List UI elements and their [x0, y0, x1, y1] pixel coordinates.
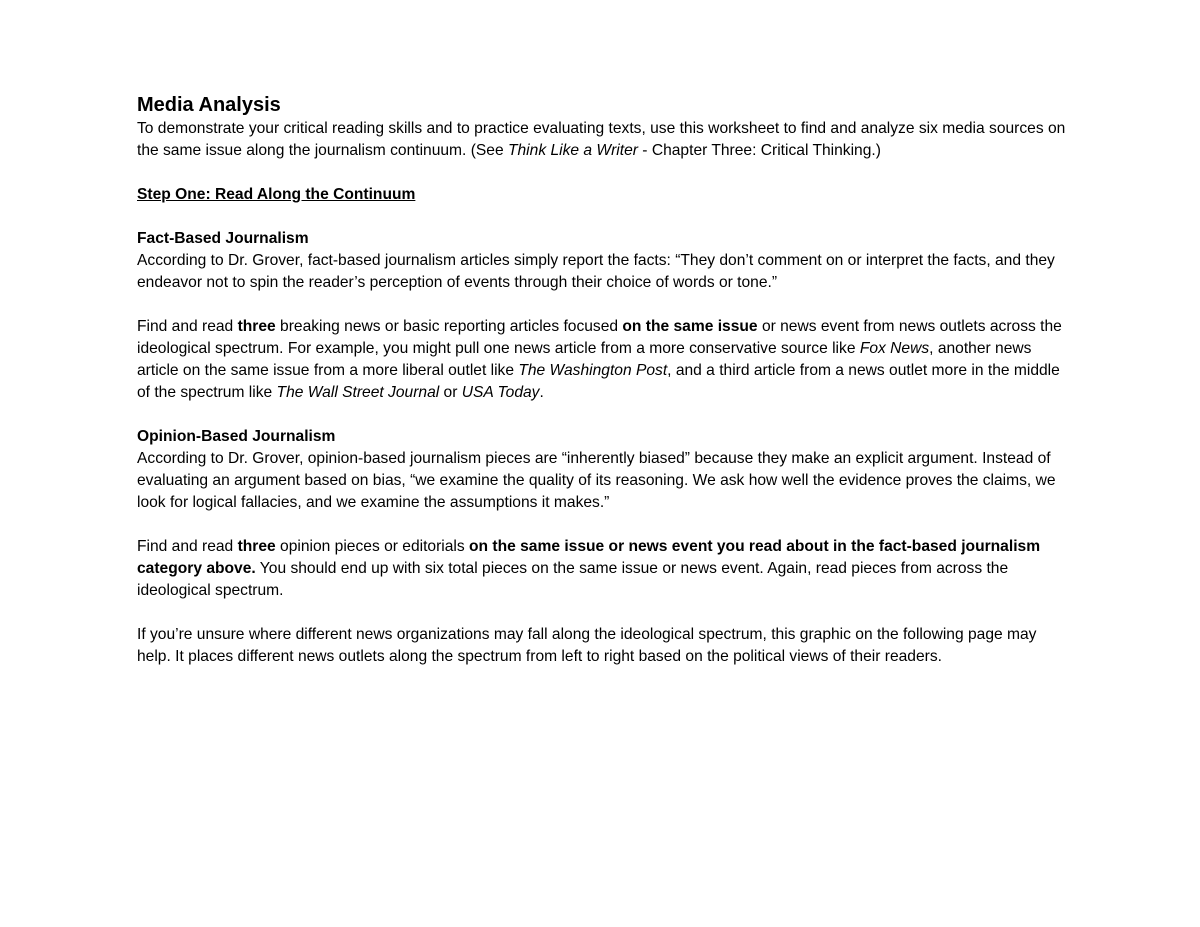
- spacer: [137, 404, 1072, 426]
- intro-text-2: - Chapter Three: Critical Thinking.): [637, 142, 881, 159]
- instruction-text: You should end up with six total pieces on the same issue or news event. Again, read pieces from across the ideological spectrum.: [137, 560, 1009, 599]
- instruction-emphasis: on the same issue or news event you read about in the fact-based journalism category above.: [137, 538, 1041, 577]
- instruction-emphasis: on the same issue: [622, 318, 758, 335]
- spacer: [137, 162, 1072, 184]
- spacer: [137, 514, 1072, 536]
- outlet-name: The Washington Post: [518, 362, 668, 379]
- instruction-text: or news event from news outlets across the ideological spectrum. For example, you might pull one news article from a more conservative source like: [137, 318, 1062, 357]
- fact-based-quote-paragraph: According to Dr. Grover, fact-based journalism articles simply report the facts: “They don’t comment on or interpret the facts, and they endeavor not to spin the reader’s perception of events through their choice of words or tone.”: [137, 252, 1055, 291]
- document-body: [137, 92, 1072, 668]
- outlet-name: The Wall Street Journal: [276, 384, 440, 401]
- instruction-text: , and a third article from a news outlet more in the middle of the spectrum like: [137, 362, 1060, 401]
- instruction-text: Find and read: [137, 318, 238, 335]
- instruction-text: .: [539, 384, 544, 401]
- instruction-text: , another news article on the same issue from a more liberal outlet like: [137, 340, 1032, 379]
- fact-based-heading: Fact-Based Journalism: [137, 230, 309, 247]
- opinion-based-quote-paragraph: According to Dr. Grover, opinion-based journalism pieces are “inherently biased” because they make an explicit argument. Instead of evaluating an argument based on bias, “we examine the quality of its reasoning. We ask how well the evidence proves the claims, we look for logical fallacies, and we examine the assumptions it makes.”: [137, 450, 1056, 511]
- instruction-text: or: [439, 384, 462, 401]
- spectrum-note-paragraph: If you’re unsure where different news organizations may fall along the ideological spectrum, this graphic on the following page may help. It places different news outlets along the spectrum from left to right based on the political views of their readers.: [137, 626, 1037, 665]
- spacer: [137, 294, 1072, 316]
- outlet-name: Fox News: [859, 340, 930, 357]
- instruction-text: Find and read: [137, 538, 238, 555]
- spacer: [137, 602, 1072, 624]
- instruction-emphasis: three: [237, 538, 276, 555]
- instruction-text: breaking news or basic reporting articles focused: [275, 318, 623, 335]
- spacer: [137, 206, 1072, 228]
- document-title: Media Analysis: [137, 94, 281, 116]
- instruction-emphasis: three: [237, 318, 276, 335]
- book-title: Think Like a Writer: [507, 142, 638, 159]
- opinion-based-instructions: [137, 536, 1072, 602]
- opinion-based-heading: Opinion-Based Journalism: [137, 428, 336, 445]
- intro-paragraph: [137, 118, 1072, 162]
- step-one-heading: Step One: Read Along the Continuum: [137, 186, 416, 203]
- instruction-text: opinion pieces or editorials: [275, 538, 470, 555]
- fact-based-instructions: [137, 316, 1072, 404]
- intro-text-1: To demonstrate your critical reading skills and to practice evaluating texts, use this worksheet to find and analyze six media sources on the same issue along the journalism continuum. (See: [137, 120, 1066, 159]
- outlet-name: USA Today: [461, 384, 540, 401]
